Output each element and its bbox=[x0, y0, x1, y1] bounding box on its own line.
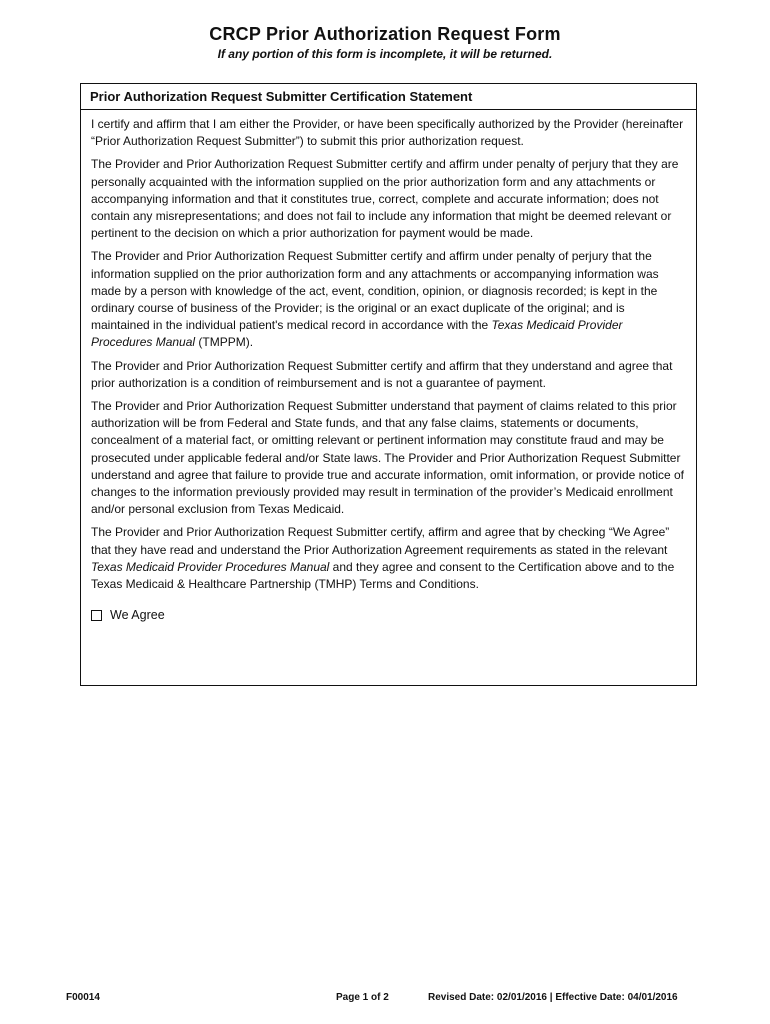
paragraph-6-text-end: and they agree and consent to the Certification above and to the Texas Medicaid & Healthcare Partnership (TMHP) Terms and Conditions. bbox=[91, 559, 675, 592]
form-subtitle: If any portion of this form is incomplete, it will be returned. bbox=[217, 47, 553, 61]
form-header bbox=[0, 22, 770, 62]
form-id: F00014 bbox=[66, 992, 100, 1003]
paragraph-6-text-start: The Provider and Prior Authorization Request Submitter certify, affirm and agree that by checking “We Agree” that they have read and understand the Prior Authorization Agreement requirements as stated in the relevant bbox=[91, 525, 670, 557]
certification-paragraph-5: The Provider and Prior Authorization Request Submitter understand that payment of claims related to this prior authorization will be from Federal and State funds, and that any false claims, statements or documents, concealment of a material fact, or omitting relevant or pertinent information may constitute fraud and may be prosecuted under applicable federal and/or State laws. The Provider and Prior Authorization Request Submitter understand and agree that failure to provide true and accurate information, omit information, or provide notice of changes to the information previously provided may result in termination of the provider’s Medicaid enrollment and/or personal exclusion from Texas Medicaid. bbox=[91, 399, 685, 517]
certification-paragraph-1: I certify and affirm that I am either the Provider, or have been specifically authorized by the Provider (hereinafter “Prior Authorization Request Submitter”) to submit this prior authorization request. bbox=[91, 117, 684, 149]
certification-paragraph-4: The Provider and Prior Authorization Request Submitter certify and affirm that they understand and agree that prior authorization is a condition of reimbursement and is not a guarantee of payment. bbox=[91, 358, 673, 390]
page-number: Page 1 of 2 bbox=[336, 992, 389, 1003]
form-title: CRCP Prior Authorization Request Form bbox=[209, 24, 561, 44]
we-agree-option[interactable] bbox=[91, 607, 686, 624]
certification-heading: Prior Authorization Request Submitter Certification Statement bbox=[81, 84, 696, 110]
revision-dates: Revised Date: 02/01/2016 | Effective Date: 04/01/2016 bbox=[428, 992, 678, 1003]
tmppm-manual-title-2: Texas Medicaid Provider Procedures Manual bbox=[91, 559, 330, 574]
certification-paragraph-3 bbox=[91, 248, 686, 351]
certification-paragraph-6 bbox=[91, 524, 686, 593]
we-agree-label: We Agree bbox=[110, 608, 165, 623]
certification-body bbox=[81, 110, 696, 624]
certification-paragraph-2: The Provider and Prior Authorization Request Submitter certify and affirm under penalty of perjury that they are personally acquainted with the information supplied on the prior authorization form and any attachments or accompanying information and that it constitutes true, correct, complete and accurate information; does not contain any misrepresentations; and does not fail to include any information that might be deemed relevant or pertinent to the decision on which a prior authorization for payment would be made. bbox=[91, 157, 679, 241]
paragraph-3-text-start: The Provider and Prior Authorization Request Submitter certify and affirm under penalty of perjury that the information supplied on the prior authorization form and any attachments or accompanying information was made by a person with knowledge of the act, event, condition, opinion, or diagnosis recorded; is kept in the ordinary course of business of the Provider; is the original or an exact duplicate of the original; and is maintained in the individual patient's medical record in accordance with the bbox=[91, 249, 659, 333]
paragraph-3-text-end: (TMPPM). bbox=[195, 335, 254, 350]
tmppm-manual-title: Texas Medicaid Provider Procedures Manual bbox=[91, 318, 623, 350]
certification-statement-box bbox=[80, 83, 697, 686]
we-agree-checkbox[interactable] bbox=[91, 610, 102, 621]
